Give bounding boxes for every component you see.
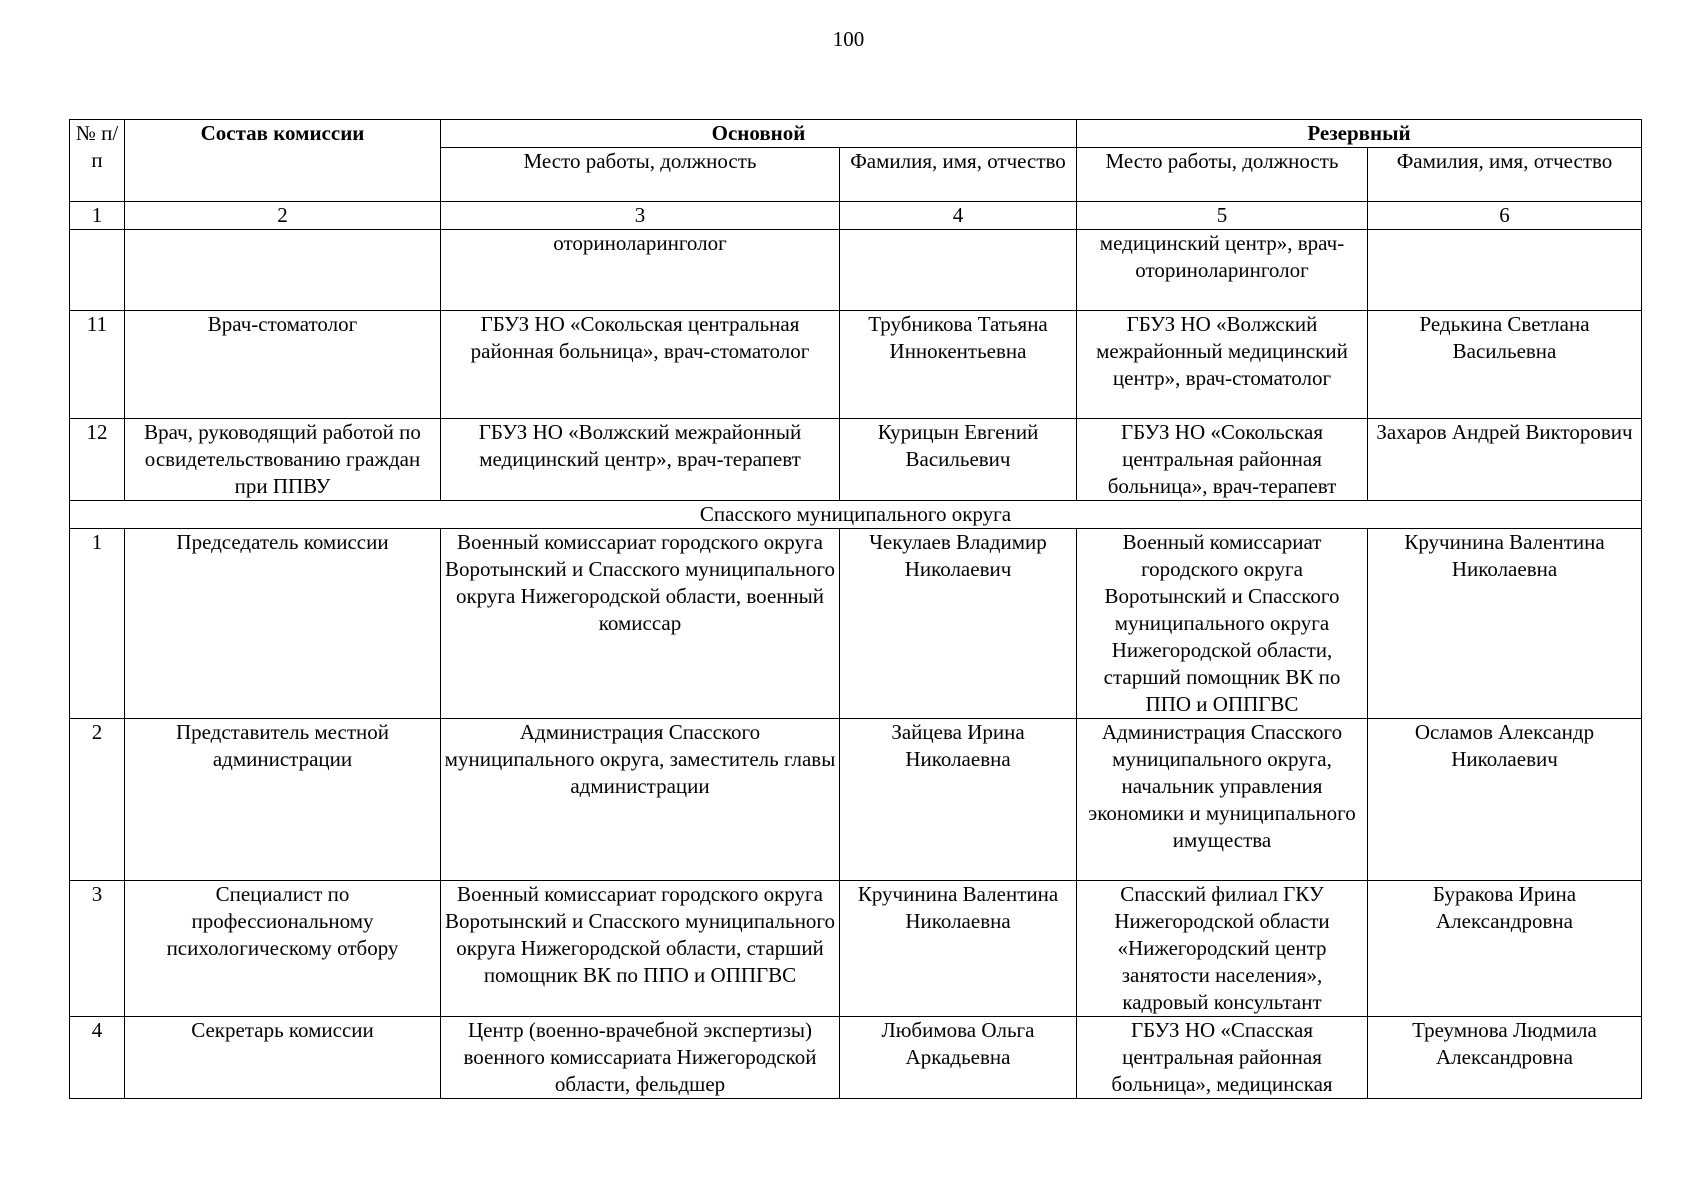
row-role: Врач, руководящий работой по освидетельствованию граждан при ППВУ	[125, 419, 441, 501]
header-main: Основной	[441, 120, 1077, 148]
row-role	[125, 230, 441, 311]
row-role: Председатель комиссии	[125, 529, 441, 719]
row-role: Представитель местной администрации	[125, 719, 441, 881]
row-reserve-name: Захаров Андрей Викторович	[1368, 419, 1642, 501]
row-role: Секретарь комиссии	[125, 1017, 441, 1099]
column-number: 1	[70, 202, 125, 230]
row-num: 12	[70, 419, 125, 501]
header-role: Состав комиссии	[125, 120, 441, 202]
row-main-name: Курицын Евгений Васильевич	[840, 419, 1077, 501]
row-main-place: Военный комиссариат городского округа Воротынский и Спасского муниципального округа Нижегородской области, военный комиссар	[441, 529, 840, 719]
column-number: 2	[125, 202, 441, 230]
column-number: 3	[441, 202, 840, 230]
row-main-place: Военный комиссариат городского округа Воротынский и Спасского муниципального округа Нижегородской области, старший помощник ВК по ППО и ОППГВС	[441, 881, 840, 1017]
row-reserve-name: Буракова Ирина Александровна	[1368, 881, 1642, 1017]
row-reserve-name: Осламов Александр Николаевич	[1368, 719, 1642, 881]
table-row	[70, 529, 1642, 719]
column-number: 5	[1077, 202, 1368, 230]
table-row	[70, 311, 1642, 419]
header-reserve-place: Место работы, должность	[1077, 148, 1368, 202]
row-reserve-place: медицинский центр», врач-оториноларинголог	[1077, 230, 1368, 311]
row-main-name	[840, 230, 1077, 311]
header-reserve-name: Фамилия, имя, отчество	[1368, 148, 1642, 202]
column-numbers-row	[70, 202, 1642, 230]
row-main-place: Администрация Спасского муниципального округа, заместитель главы администрации	[441, 719, 840, 881]
column-number: 4	[840, 202, 1077, 230]
row-reserve-name: Кручинина Валентина Николаевна	[1368, 529, 1642, 719]
row-num: 4	[70, 1017, 125, 1099]
row-main-name: Зайцева Ирина Николаевна	[840, 719, 1077, 881]
table-row	[70, 881, 1642, 1017]
header-main-place: Место работы, должность	[441, 148, 840, 202]
row-main-name: Кручинина Валентина Николаевна	[840, 881, 1077, 1017]
row-main-name: Трубникова Татьяна Иннокентьевна	[840, 311, 1077, 419]
row-reserve-place: ГБУЗ НО «Сокольская центральная районная больница», врач-терапевт	[1077, 419, 1368, 501]
page-number: 100	[832, 27, 865, 51]
column-number: 6	[1368, 202, 1642, 230]
row-main-place: Центр (военно-врачебной экспертизы) военного комиссариата Нижегородской области, фельдшер	[441, 1017, 840, 1099]
row-reserve-place: Военный комиссариат городского округа Воротынский и Спасского муниципального округа Нижегородской области, старший помощник ВК по ППО и ОППГВС	[1077, 529, 1368, 719]
commission-table	[69, 119, 1642, 1099]
header-main-name: Фамилия, имя, отчество	[840, 148, 1077, 202]
row-main-place: ГБУЗ НО «Сокольская центральная районная больница», врач-стоматолог	[441, 311, 840, 419]
row-main-name: Любимова Ольга Аркадьевна	[840, 1017, 1077, 1099]
section-title: Спасского муниципального округа	[70, 501, 1642, 529]
row-reserve-place: Спасский филиал ГКУ Нижегородской области «Нижегородский центр занятости населения», кадровый консультант	[1077, 881, 1368, 1017]
row-num: 11	[70, 311, 125, 419]
table-row	[70, 719, 1642, 881]
row-main-place: оториноларинголог	[441, 230, 840, 311]
header-num: № п/п	[70, 120, 125, 202]
row-num	[70, 230, 125, 311]
row-num: 1	[70, 529, 125, 719]
row-reserve-name: Треумнова Людмила Александровна	[1368, 1017, 1642, 1099]
row-reserve-place: Администрация Спасского муниципального округа, начальник управления экономики и муниципального имущества	[1077, 719, 1368, 881]
table-row	[70, 419, 1642, 501]
row-reserve-name: Редькина Светлана Васильевна	[1368, 311, 1642, 419]
section-row	[70, 501, 1642, 529]
row-reserve-place: ГБУЗ НО «Спасская центральная районная больница», медицинская	[1077, 1017, 1368, 1099]
row-num: 3	[70, 881, 125, 1017]
row-main-name: Чекулаев Владимир Николаевич	[840, 529, 1077, 719]
row-reserve-name	[1368, 230, 1642, 311]
header-reserve: Резервный	[1077, 120, 1642, 148]
table-row	[70, 1017, 1642, 1099]
table-row	[70, 230, 1642, 311]
row-role: Специалист по профессиональному психологическому отбору	[125, 881, 441, 1017]
row-role: Врач-стоматолог	[125, 311, 441, 419]
row-num: 2	[70, 719, 125, 881]
row-main-place: ГБУЗ НО «Волжский межрайонный медицинский центр», врач-терапевт	[441, 419, 840, 501]
row-reserve-place: ГБУЗ НО «Волжский межрайонный медицинский центр», врач-стоматолог	[1077, 311, 1368, 419]
